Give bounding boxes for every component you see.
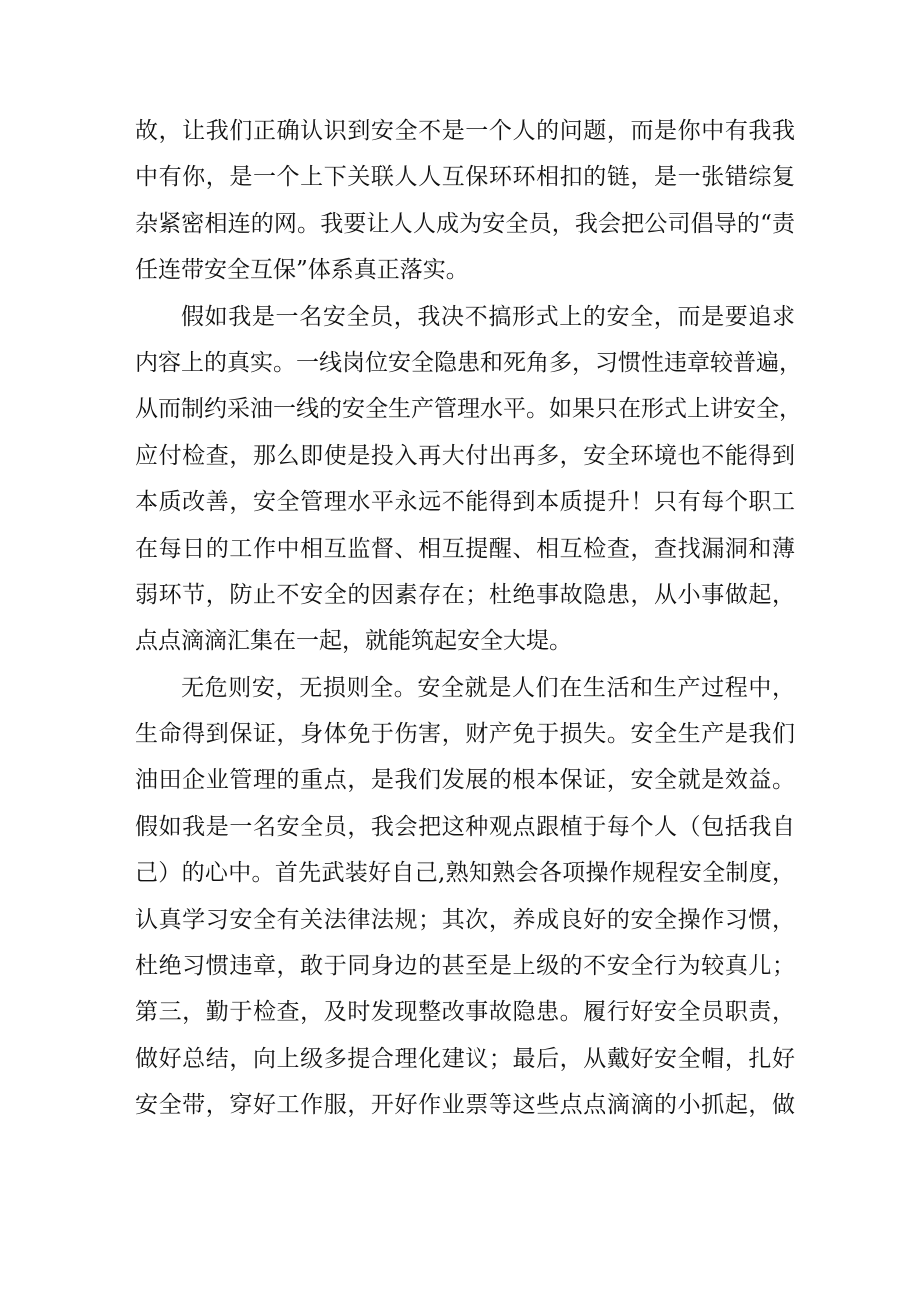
text-line: 弱环节，防止不安全的因素存在；杜绝事故隐患，从小事做起， [135,581,795,608]
text-line: 做好总结，向上级多提合理化建议；最后，从戴好安全帽，扎好 [135,1045,795,1072]
text-line: 本质改善，安全管理水平永远不能得到本质提升！只有每个职工 [135,489,795,516]
paragraph-2 [135,294,802,665]
text-line: 己）的心中。首先武装好自己,熟知熟会各项操作规程安全制度， [135,860,795,887]
text-line: 在每日的工作中相互监督、相互提醒、相互检查，查找漏洞和薄 [135,535,795,562]
text-line: 油田企业管理的重点，是我们发展的根本保证，安全就是效益。 [135,767,795,794]
text-line: 内容上的真实。一线岗位安全隐患和死角多，习惯性违章较普遍， [135,349,802,376]
text-line: 故，让我们正确认识到安全不是一个人的问题，而是你中有我我 [135,118,795,144]
paragraph-1 [135,108,795,294]
paragraph-3 [135,665,795,1129]
text-line: 从而制约采油一线的安全生产管理水平。如果只在形式上讲安全， [135,396,802,423]
text-line: 无危则安，无损则全。安全就是人们在生活和生产过程中， [181,674,795,701]
text-line: 生命得到保证，身体免于伤害，财产免于损失。安全生产是我们 [135,721,795,748]
text-line: 应付检查，那么即使是投入再大付出再多，安全环境也不能得到 [135,442,795,469]
text-line: 任连带安全互保”体系真正落实。 [135,257,469,284]
text-line: 假如我是一名安全员，我决不搞形式上的安全，而是要追求 [181,303,795,330]
text-line: 第三，勤于检查，及时发现整改事故隐患。履行好安全员职责， [135,999,795,1026]
text-line: 假如我是一名安全员，我会把这种观点跟植于每个人（包括我自 [135,813,795,840]
text-line: 中有你，是一个上下关联人人互保环环相扣的链，是一张错综复 [135,164,795,191]
text-line: 点点滴滴汇集在一起，就能筑起安全大堤。 [135,628,572,655]
body-text [135,108,802,1129]
text-line: 认真学习安全有关法律法规；其次，养成良好的安全操作习惯， [135,906,795,933]
text-line: 安全带，穿好工作服，开好作业票等这些点点滴滴的小抓起，做 [135,1092,795,1119]
text-line: 杂紧密相连的网。我要让人人成为安全员，我会把公司倡导的“责 [135,210,795,237]
text-line: 杜绝习惯违章，敢于同身边的甚至是上级的不安全行为较真儿； [135,953,795,980]
